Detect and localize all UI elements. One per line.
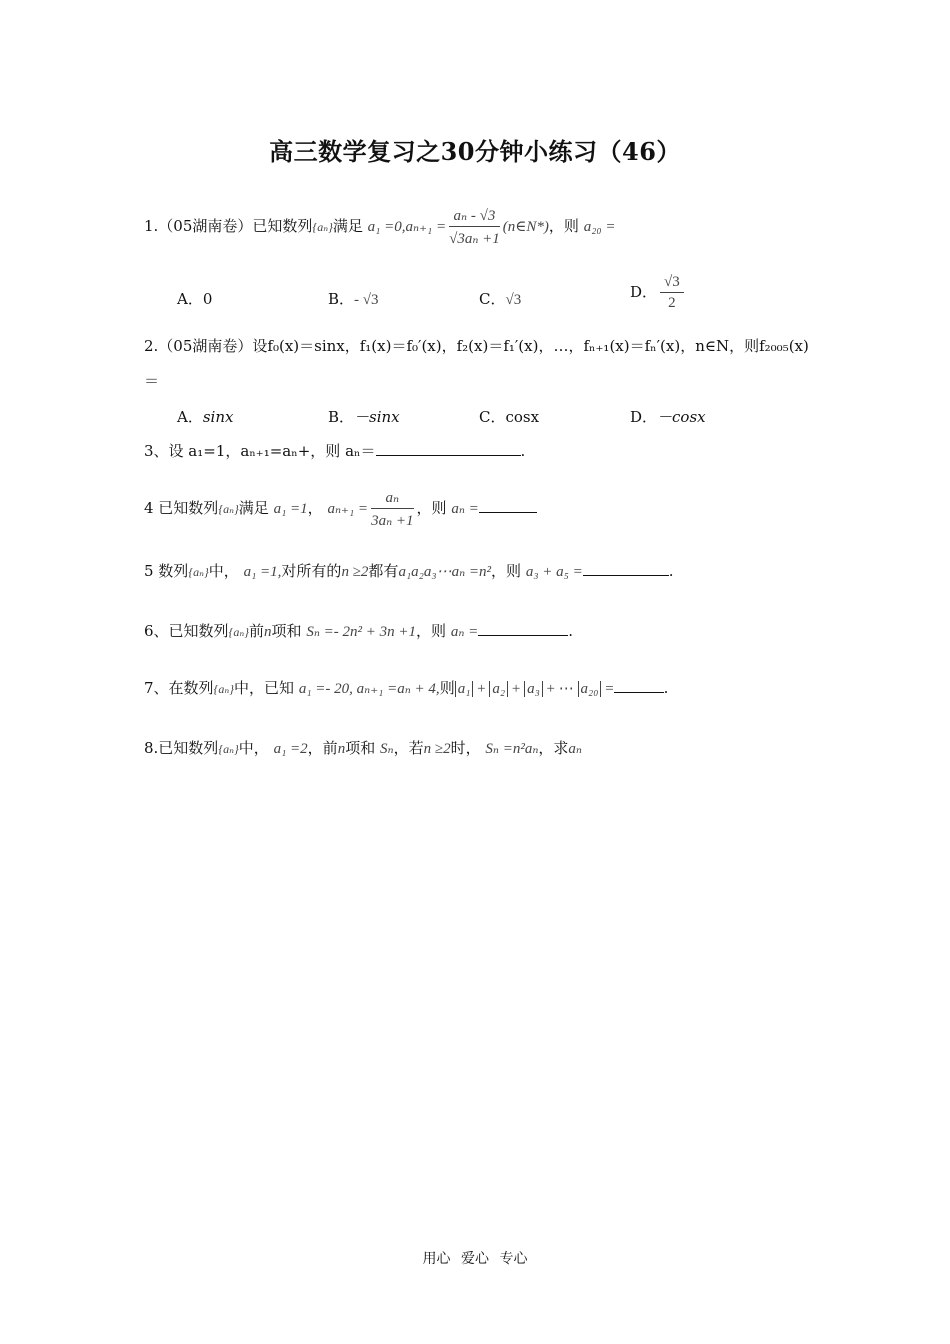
q1-option-d-fraction: $\frac{√3}{2}$ [660,274,684,312]
q4-answer-blank[interactable] [479,500,537,513]
q2-option-c: C．cosx [479,408,540,426]
q5-sequence: {aₙ} [188,565,209,579]
q1-mid: 满足 [332,217,363,235]
q6-answer-blank[interactable] [478,623,568,636]
question-7: 7、在数列{aₙ}中，已知 a₁ =- 20, aₙ₊₁ =aₙ + 4,则 a₁ + a₂ + a₃ + ⋯ a₂₀ = . [144,679,669,697]
q1-option-a: A．0 [177,290,213,308]
q1-option-d: D． $\frac{√3}{2}$ [630,274,687,312]
q1-target: a₂₀ = [583,219,616,235]
question-5: 5 数列{aₙ}中， a₁ =1,对所有的n ≥2都有a₁a₂a₃⋯aₙ =n²，则 a₃ + a₅ = . [144,562,674,580]
q7-answer-blank[interactable] [614,680,664,693]
q7-abs-a2: a₂ [489,681,508,697]
q1-option-b: B．- √3 [328,290,379,308]
q4-condition: a₁ =1 [273,501,308,517]
question-8: 8.已知数列{aₙ}中， a₁ =2，前n项和 Sₙ，若n ≥2时， Sₙ =n²aₙ，求aₙ [144,739,583,757]
page-title: 高三数学复习之30分钟小练习（46） [269,137,681,166]
q2-option-a: A．sinx [177,408,234,426]
q1-lhs: aₙ₊₁ = [405,219,447,235]
q6-expression: Sₙ =- 2n² + 3n +1 [306,624,417,640]
q5-target: a₃ + a₅ = [525,564,583,580]
q5-answer-blank[interactable] [583,563,669,576]
q2-option-d: D．－cosx [630,408,706,426]
question-6: 6、已知数列{aₙ}前n项和 Sₙ =- 2n² + 3n +1，则 aₙ = . [144,622,574,640]
q4-target: aₙ = [451,501,479,517]
q5-product: a₁a₂a₃⋯aₙ =n² [398,564,492,580]
q4-lhs: aₙ₊₁ = [327,501,369,517]
q4-sequence: {aₙ} [218,502,239,516]
q4-fraction: $\frac{\text{aₙ}}{\text{3aₙ +1}}$ [371,490,414,529]
q1-numerator: aₙ - √3 [449,206,500,227]
q1-sequence: {aₙ} [312,220,333,234]
q8-target: aₙ [568,741,583,757]
q8-sequence: {aₙ} [218,742,239,756]
question-1 [144,206,616,248]
q1-condition: a₁ =0, [367,219,406,235]
q1-prefix: 1.（05湖南卷）已知数列 [144,217,313,235]
page-footer: 用心 爱心 专心 [422,1251,528,1267]
q7-abs-a20: a₂₀ [578,681,602,697]
q6-target: aₙ = [450,624,479,640]
q2-text: 2.（05湖南卷）设f₀(x)＝sinx，f₁(x)＝f₀′(x)，f₂(x)＝f₁′(x)，…，fₙ₊₁(x)＝fₙ′(x)，n∈N，则f₂₀₀₅(x) [144,337,809,355]
q1-domain: (n∈N*) [502,219,549,235]
q1-option-c: C．√3 [479,290,522,308]
q8-condition: a₁ =2 [273,741,308,757]
q5-condition: a₁ =1, [243,564,282,580]
q7-abs-a1: a₁ [455,681,474,697]
q1-denominator: √3aₙ +1 [449,231,500,247]
q7-abs-a3: a₃ [524,681,543,697]
question-3: 3、设 a₁=1，aₙ₊₁=aₙ+，则 aₙ＝ . [144,442,526,460]
q3-answer-blank[interactable] [376,443,521,456]
q7-condition: a₁ =- 20, aₙ₊₁ =aₙ + 4, [298,681,440,697]
q2-equals: ＝ [144,372,160,390]
q3-text: 3、设 a₁=1，aₙ₊₁=aₙ+，则 aₙ＝ [144,442,376,460]
q7-sequence: {aₙ} [213,682,235,696]
question-2-line2 [144,370,159,391]
q6-sequence: {aₙ} [228,625,250,639]
question-4: 4 已知数列{aₙ}满足 a₁ =1， aₙ₊₁ = $\frac{\text{aₙ}}{\text{3aₙ +1}}$ ，则 aₙ = [144,488,537,530]
q8-expression: Sₙ =n²aₙ [485,741,539,757]
question-2 [144,335,809,356]
q1-tail: ，则 [548,217,579,235]
q1-fraction [449,206,500,248]
q2-option-b: B．－sinx [328,408,400,426]
